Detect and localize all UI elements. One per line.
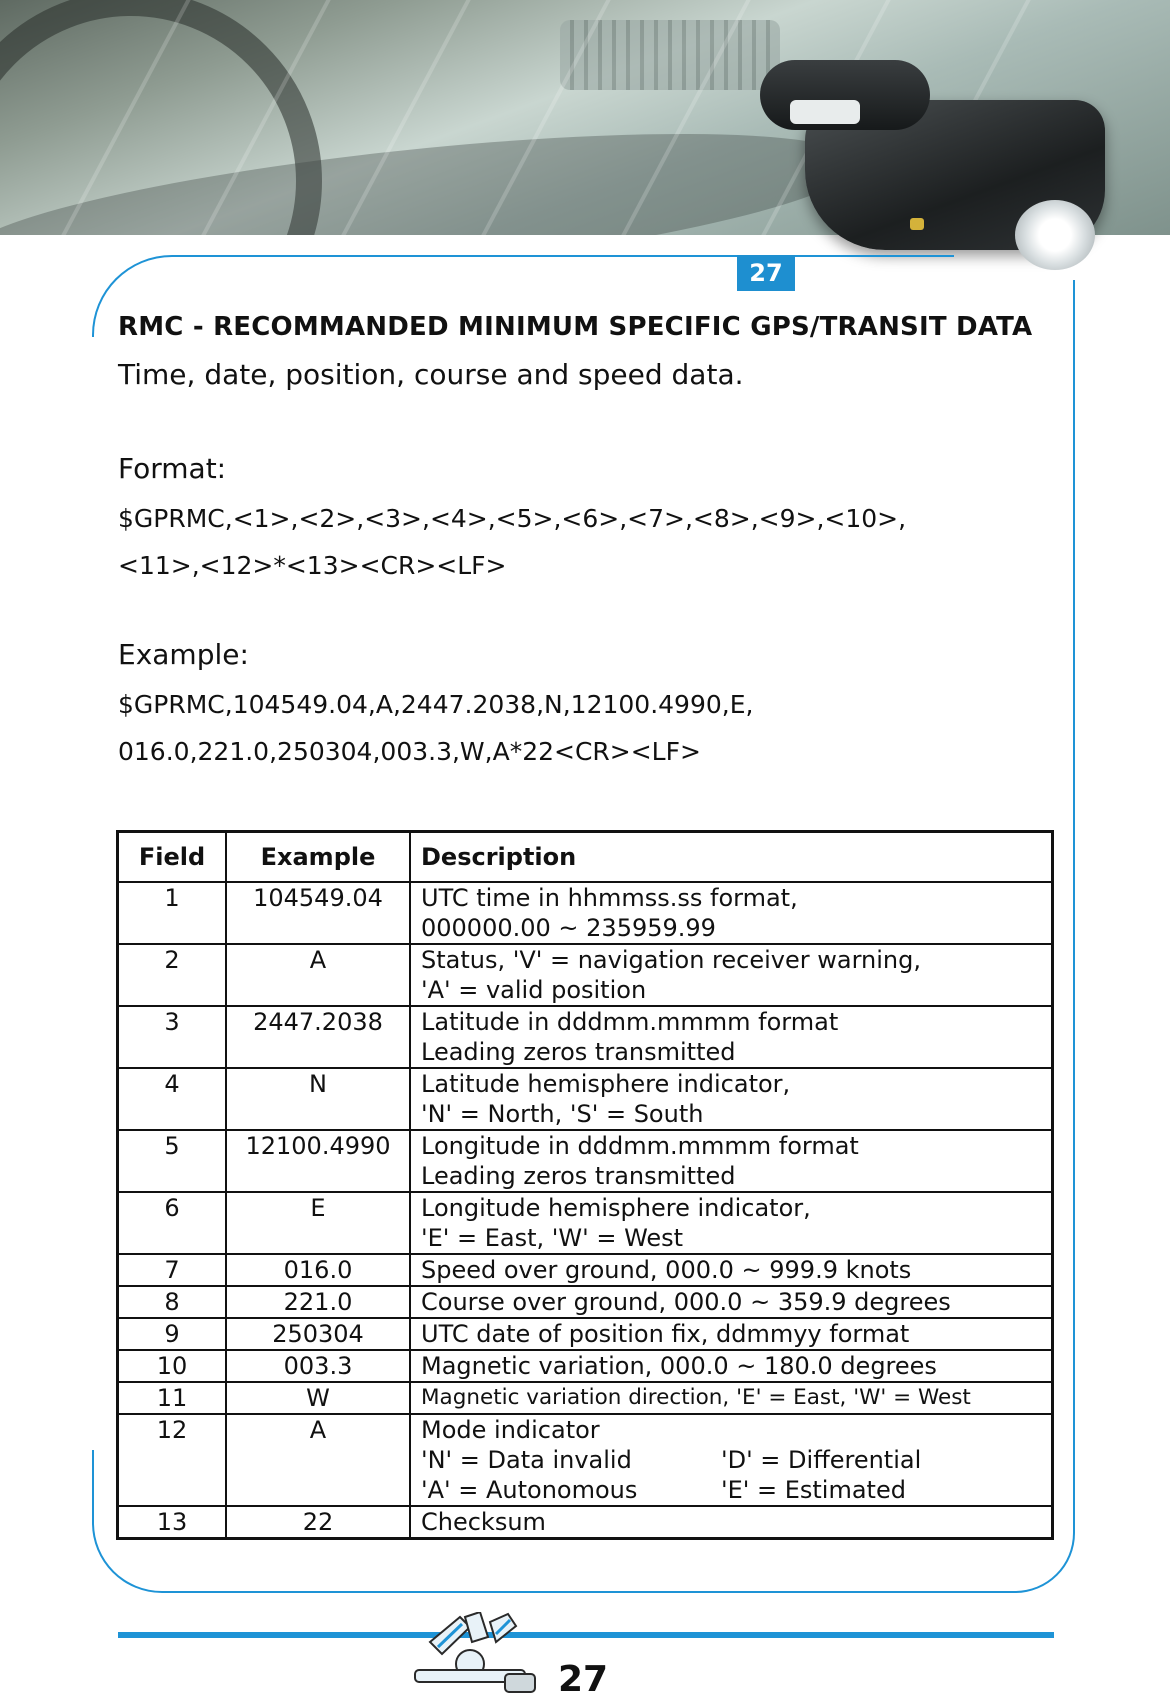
header-example: Example xyxy=(226,832,410,883)
cell-field: 9 xyxy=(118,1318,227,1350)
description-line: Magnetic variation, 000.0 ~ 180.0 degrees xyxy=(421,1352,937,1380)
description-line: Speed over ground, 000.0 ~ 999.9 knots xyxy=(421,1256,912,1284)
cell-example: 016.0 xyxy=(226,1254,410,1286)
footer-page-number: 27 xyxy=(558,1659,609,1700)
cell-example: 221.0 xyxy=(226,1286,410,1318)
description-line: Checksum xyxy=(421,1508,546,1536)
description-line: Leading zeros transmitted xyxy=(421,1162,736,1190)
section-subtitle: Time, date, position, course and speed data. xyxy=(118,358,744,391)
table-row xyxy=(118,1506,1053,1539)
cell-field: 2 xyxy=(118,944,227,1006)
format-line-2: <11>,<12>*<13><CR><LF> xyxy=(118,551,507,580)
example-line-1: $GPRMC,104549.04,A,2447.2038,N,12100.4990,E, xyxy=(118,690,754,719)
cell-field: 1 xyxy=(118,882,227,944)
description-line: 'N' = North, 'S' = South xyxy=(421,1100,704,1128)
mode-option-row xyxy=(421,1445,1041,1475)
cell-field: 7 xyxy=(118,1254,227,1286)
table-row xyxy=(118,1192,1053,1254)
description-line: UTC date of position fix, ddmmyy format xyxy=(421,1320,910,1348)
cell-example: 003.3 xyxy=(226,1350,410,1382)
description-line: UTC time in hhmmss.ss format, xyxy=(421,884,798,912)
header-description: Description xyxy=(410,832,1053,883)
cell-example: 250304 xyxy=(226,1318,410,1350)
cell-field: 6 xyxy=(118,1192,227,1254)
table-row xyxy=(118,1286,1053,1318)
cell-example: A xyxy=(226,944,410,1006)
cell-description xyxy=(410,1192,1053,1254)
cell-description xyxy=(410,1414,1053,1506)
cell-example: N xyxy=(226,1068,410,1130)
cell-field: 4 xyxy=(118,1068,227,1130)
mode-option-row xyxy=(421,1475,1041,1505)
description-line: Longitude in dddmm.mmmm format xyxy=(421,1132,859,1160)
description-line: 'A' = valid position xyxy=(421,976,647,1004)
cell-description xyxy=(410,1254,1053,1286)
format-line-1: $GPRMC,<1>,<2>,<3>,<4>,<5>,<6>,<7>,<8>,<9>,<10>, xyxy=(118,504,907,533)
cell-field: 11 xyxy=(118,1382,227,1414)
mode-option: 'E' = Estimated xyxy=(721,1476,906,1504)
cell-example: A xyxy=(226,1414,410,1506)
cell-field: 3 xyxy=(118,1006,227,1068)
cell-description xyxy=(410,944,1053,1006)
description-line: Latitude in dddmm.mmmm format xyxy=(421,1008,839,1036)
table-row xyxy=(118,1382,1053,1414)
page-number-badge: 27 xyxy=(737,255,795,291)
mode-option: 'A' = Autonomous xyxy=(421,1476,638,1504)
description-line: Latitude hemisphere indicator, xyxy=(421,1070,791,1098)
satellite-logo-icon xyxy=(410,1612,545,1700)
cell-example: E xyxy=(226,1192,410,1254)
description-line: Course over ground, 000.0 ~ 359.9 degrees xyxy=(421,1288,951,1316)
format-label: Format: xyxy=(118,452,227,485)
cell-field: 10 xyxy=(118,1350,227,1382)
description-line: 000000.00 ~ 235959.99 xyxy=(421,914,716,942)
table-row xyxy=(118,1350,1053,1382)
cell-description xyxy=(410,1130,1053,1192)
table-row xyxy=(118,1414,1053,1506)
cell-description xyxy=(410,1382,1053,1414)
header-field: Field xyxy=(118,832,227,883)
description-line: Mode indicator xyxy=(421,1416,600,1444)
cell-field: 12 xyxy=(118,1414,227,1506)
cell-example: 104549.04 xyxy=(226,882,410,944)
description-line: 'E' = East, 'W' = West xyxy=(421,1224,684,1252)
mode-option: 'D' = Differential xyxy=(721,1446,922,1474)
cell-description xyxy=(410,1350,1053,1382)
cell-example: 12100.4990 xyxy=(226,1130,410,1192)
description-line: Status, 'V' = navigation receiver warning, xyxy=(421,946,921,974)
gps-receiver-illustration xyxy=(760,40,1140,270)
cell-description xyxy=(410,1506,1053,1539)
section-title: RMC - RECOMMANDED MINIMUM SPECIFIC GPS/TRANSIT DATA xyxy=(118,312,1033,342)
cell-example: 22 xyxy=(226,1506,410,1539)
rmc-fields-table xyxy=(116,830,1054,1540)
table-header-row xyxy=(118,832,1053,883)
cell-description xyxy=(410,1286,1053,1318)
example-label: Example: xyxy=(118,638,249,671)
table-row xyxy=(118,944,1053,1006)
example-line-2: 016.0,221.0,250304,003.3,W,A*22<CR><LF> xyxy=(118,737,701,766)
mode-option: 'N' = Data invalid xyxy=(421,1446,632,1474)
footer-rule xyxy=(118,1632,1054,1638)
cell-description xyxy=(410,1318,1053,1350)
cell-description xyxy=(410,1006,1053,1068)
table-row xyxy=(118,1068,1053,1130)
table-row xyxy=(118,1318,1053,1350)
cell-field: 8 xyxy=(118,1286,227,1318)
cell-description xyxy=(410,882,1053,944)
table-row xyxy=(118,1254,1053,1286)
cell-field: 5 xyxy=(118,1130,227,1192)
cell-example: 2447.2038 xyxy=(226,1006,410,1068)
description-line: Leading zeros transmitted xyxy=(421,1038,736,1066)
table-row xyxy=(118,1130,1053,1192)
table-row xyxy=(118,1006,1053,1068)
description-line: Magnetic variation direction, 'E' = East, 'W' = West xyxy=(421,1385,971,1410)
description-line: Longitude hemisphere indicator, xyxy=(421,1194,811,1222)
cell-field: 13 xyxy=(118,1506,227,1539)
table-row xyxy=(118,882,1053,944)
cell-example: W xyxy=(226,1382,410,1414)
cell-description xyxy=(410,1068,1053,1130)
